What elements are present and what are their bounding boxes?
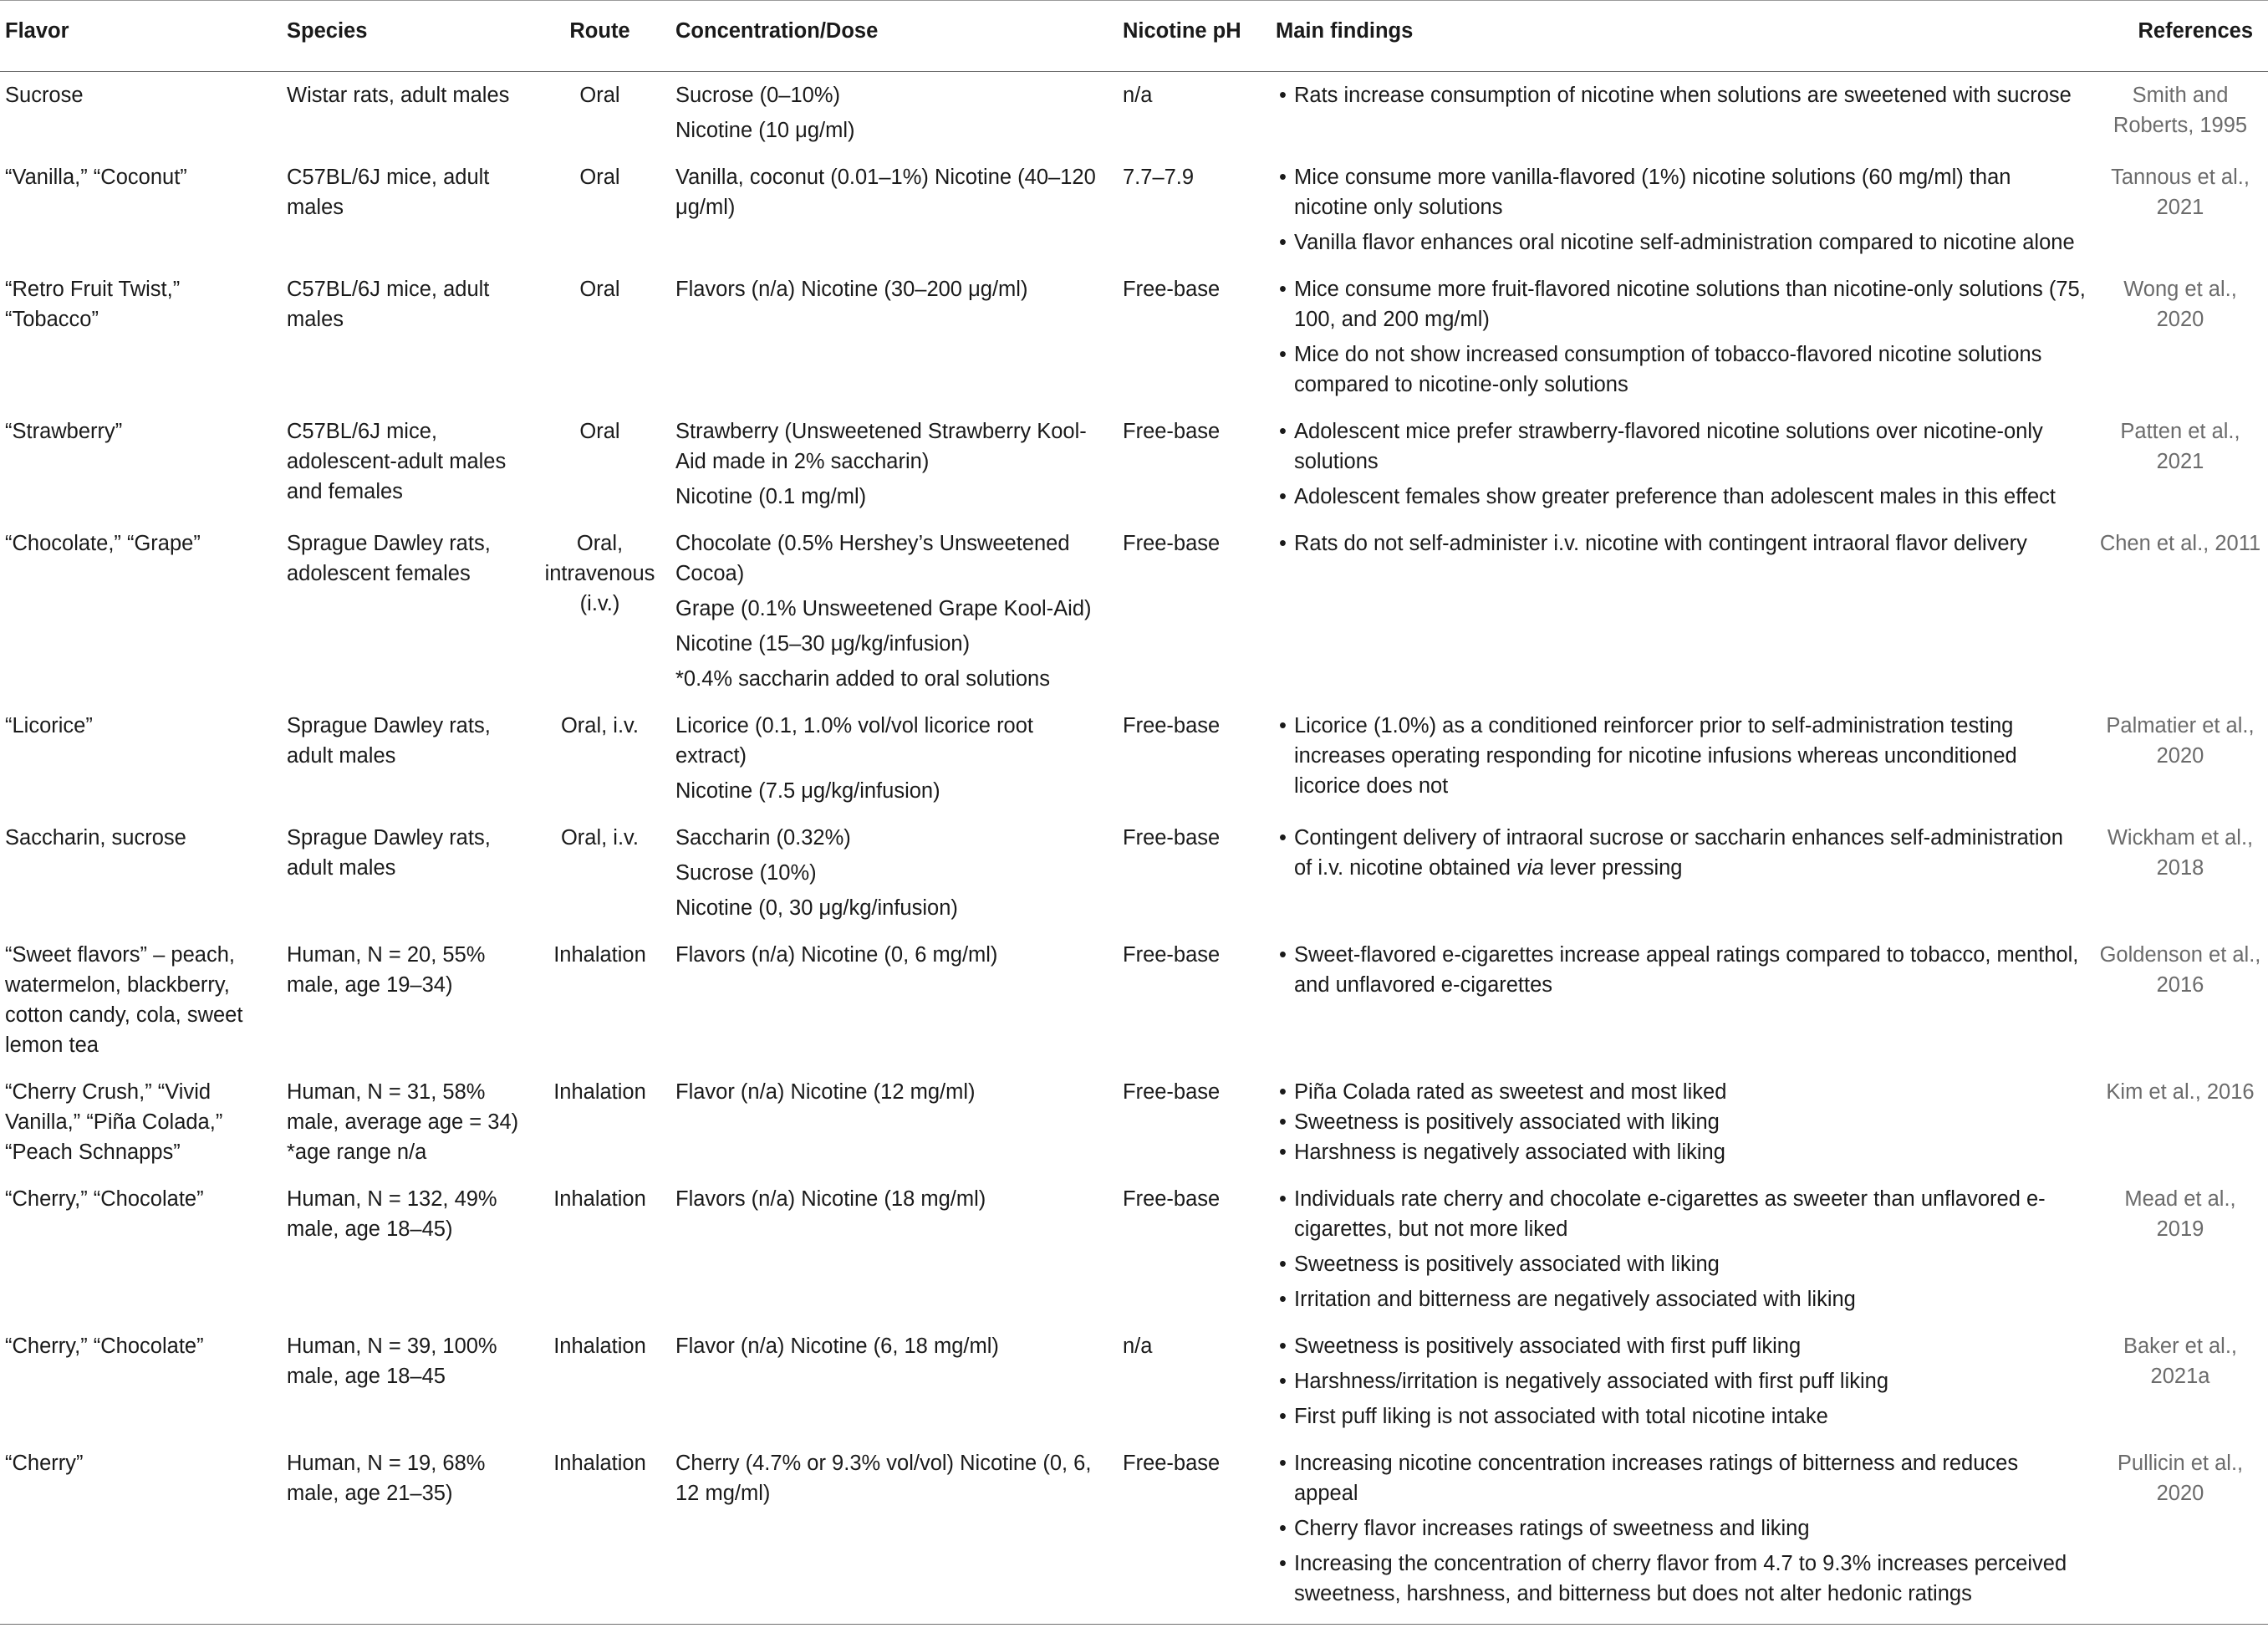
cell-findings [1271, 931, 2094, 1069]
cell-reference: Palmatier et al., 2020 [2106, 714, 2255, 768]
cell-findings [1271, 1069, 2094, 1176]
cell-route: Inhalation [553, 1080, 646, 1104]
concentration-item: Sucrose (0–10%) [675, 84, 841, 107]
cell-flavor: “Chocolate,” “Grape” [5, 532, 201, 555]
cell-concentration [670, 1323, 1118, 1440]
cell-route: Oral [579, 166, 620, 189]
concentration-item: Licorice (0.1, 1.0% vol/vol licorice root extract) [675, 714, 1034, 768]
cell-reference: Wong et al., 2020 [2123, 278, 2237, 331]
cell-species: Sprague Dawley rats, adult males [287, 826, 491, 880]
cell-flavor: Sucrose [5, 84, 84, 107]
cell-flavor: “Sweet flavors” – peach, watermelon, blackberry, cotton candy, cola, sweet lemon tea [5, 943, 243, 1057]
finding-item: • Licorice (1.0%) as a conditioned reinforcer prior to self-administration testing increases operating responding for nicotine infusions whereas unconditioned licorice does not [1276, 711, 2086, 801]
cell-findings [1271, 520, 2094, 702]
table-row [0, 72, 2268, 155]
cell-route: Inhalation [553, 1334, 646, 1358]
finding-item: • Irritation and bitterness are negatively associated with liking [1276, 1284, 2086, 1314]
finding-item: • Increasing the concentration of cherry flavor from 4.7 to 9.3% increases perceived sweetness, harshness, and bitterness but does not alter hedonic ratings [1276, 1549, 2086, 1609]
cell-concentration [670, 72, 1118, 155]
table-row [0, 1069, 2268, 1176]
cell-concentration [670, 154, 1118, 266]
table-row [0, 814, 2268, 931]
cell-nicotine-ph: n/a [1123, 1334, 1153, 1358]
finding-item: • Individuals rate cherry and chocolate e-cigarettes as sweeter than unflavored e-cigarettes, but not more liked [1276, 1184, 2086, 1244]
cell-reference: Pullicin et al., 2020 [2094, 1440, 2268, 1625]
cell-reference: Wickham et al., 2018 [2107, 826, 2254, 880]
finding-text: lever pressing [1543, 856, 1683, 880]
cell-reference: Mead et al., 2019 [2124, 1187, 2236, 1241]
finding-item: • Mice consume more vanilla-flavored (1%) nicotine solutions (60 mg/ml) than nicotine only solutions [1276, 162, 2086, 222]
cell-route: Oral, i.v. [560, 826, 640, 850]
cell-nicotine-ph: Free-base [1123, 943, 1221, 967]
table-row [0, 1440, 2268, 1625]
cell-route: Oral, intravenous (i.v.) [544, 532, 655, 615]
cell-route: Oral [579, 84, 620, 107]
cell-flavor: “Cherry Crush,” “Vivid Vanilla,” “Piña Colada,” “Peach Schnapps” [5, 1080, 223, 1164]
header-main-findings: Main findings [1271, 1, 2094, 72]
cell-flavor: “Licorice” [5, 714, 93, 737]
concentration-item: Strawberry (Unsweetened Strawberry Kool-Aid made in 2% saccharin) [675, 420, 1087, 473]
cell-findings [1271, 814, 2094, 931]
cell-flavor: “Cherry,” “Chocolate” [5, 1187, 204, 1211]
finding-item: • Cherry flavor increases ratings of sweetness and liking [1276, 1513, 2086, 1544]
table-row [0, 520, 2268, 702]
concentration-item: Grape (0.1% Unsweetened Grape Kool-Aid) [675, 597, 1092, 620]
cell-concentration [670, 814, 1118, 931]
cell-species: Wistar rats, adult males [287, 84, 510, 107]
cell-reference: Tannous et al., 2021 [2111, 166, 2250, 219]
cell-species: C57BL/6J mice, adult males [287, 278, 490, 331]
cell-route: Oral, i.v. [560, 714, 640, 737]
cell-flavor: “Retro Fruit Twist,” “Tobacco” [5, 278, 181, 331]
cell-concentration [670, 1440, 1118, 1625]
cell-concentration [670, 266, 1118, 408]
concentration-item: Flavors (n/a) Nicotine (30–200 μg/ml) [675, 278, 1028, 301]
cell-flavor: “Cherry,” “Chocolate” [5, 1334, 204, 1358]
finding-item: • Sweetness is positively associated with liking [1276, 1249, 2086, 1279]
cell-reference: Smith and Roberts, 1995 [2113, 84, 2248, 137]
table-row [0, 931, 2268, 1069]
cell-findings [1271, 154, 2094, 266]
cell-reference: Chen et al., 2011 [2099, 532, 2261, 555]
header-concentration: Concentration/Dose [670, 1, 1118, 72]
finding-item: • First puff liking is not associated with total nicotine intake [1276, 1401, 2086, 1431]
cell-reference: Kim et al., 2016 [2106, 1080, 2255, 1104]
cell-flavor: “Cherry” [0, 1440, 282, 1625]
cell-nicotine-ph: 7.7–7.9 [1123, 166, 1195, 189]
cell-reference: Patten et al., 2021 [2120, 420, 2240, 473]
finding-item: • Sweetness is positively associated with first puff liking [1276, 1331, 2086, 1361]
species-note: *age range n/a [287, 1141, 427, 1164]
finding-item [1276, 823, 2086, 883]
header-references: References [2094, 1, 2268, 72]
finding-item: • Mice consume more fruit-flavored nicotine solutions than nicotine-only solutions (75, 100, and 200 mg/ml) [1276, 274, 2086, 334]
table-row [0, 266, 2268, 408]
cell-species: Human, N = 132, 49% male, age 18–45) [287, 1187, 497, 1241]
cell-route: Inhalation [533, 1440, 670, 1625]
finding-item: • Sweet-flavored e-cigarettes increase appeal ratings compared to tobacco, menthol, and unflavored e-cigarettes [1276, 940, 2086, 1000]
cell-species: Sprague Dawley rats, adolescent females [287, 532, 491, 585]
finding-item: • Vanilla flavor enhances oral nicotine self-administration compared to nicotine alone [1276, 227, 2086, 258]
finding-item: • Sweetness is positively associated with liking [1276, 1107, 2086, 1137]
species-text: Human, N = 31, 58% male, average age = 34) [287, 1080, 519, 1134]
cell-reference: Goldenson et al., 2016 [2099, 943, 2261, 997]
finding-item: • Rats do not self-administer i.v. nicotine with contingent intraoral flavor delivery [1276, 528, 2086, 559]
concentration-item: Nicotine (0.1 mg/ml) [675, 485, 867, 508]
concentration-item: Vanilla, coconut (0.01–1%) Nicotine (40–120 μg/ml) [675, 166, 1096, 219]
cell-nicotine-ph: Free-base [1123, 278, 1221, 301]
cell-concentration [670, 408, 1118, 520]
header-row [0, 1, 2268, 72]
cell-concentration [670, 931, 1118, 1069]
cell-nicotine-ph: Free-base [1123, 826, 1221, 850]
concentration-item: Flavors (n/a) Nicotine (18 mg/ml) [675, 1187, 986, 1211]
cell-species: Human, N = 39, 100% male, age 18–45 [287, 1334, 497, 1388]
cell-species: C57BL/6J mice, adolescent-adult males and females [287, 420, 507, 503]
concentration-item: Nicotine (15–30 μg/kg/infusion) [675, 632, 971, 656]
table-row [0, 408, 2268, 520]
cell-findings [1271, 408, 2094, 520]
finding-text: Contingent delivery of intraoral sucrose or saccharin enhances self-administration of i.v. nicotine obtained [1294, 826, 2063, 880]
cell-findings [1271, 1440, 2094, 1625]
cell-species [282, 1069, 533, 1176]
cell-route: Oral [579, 278, 620, 301]
cell-species: Sprague Dawley rats, adult males [287, 714, 491, 768]
finding-item: • Harshness/irritation is negatively associated with first puff liking [1276, 1366, 2086, 1396]
cell-nicotine-ph: Free-base [1123, 1187, 1221, 1211]
header-species: Species [282, 1, 533, 72]
table-row [0, 1323, 2268, 1440]
cell-nicotine-ph: Free-base [1118, 1440, 1271, 1625]
cell-route: Inhalation [553, 1187, 646, 1211]
header-route: Route [533, 1, 670, 72]
cell-nicotine-ph: Free-base [1123, 714, 1221, 737]
finding-italic: via [1516, 856, 1544, 880]
cell-species: Human, N = 19, 68% male, age 21–35) [282, 1440, 533, 1625]
finding-item: • Increasing nicotine concentration increases ratings of bitterness and reduces appeal [1276, 1448, 2086, 1508]
finding-item: • Adolescent females show greater preference than adolescent males in this effect [1276, 482, 2086, 512]
finding-item: • Adolescent mice prefer strawberry-flavored nicotine solutions over nicotine-only solutions [1276, 416, 2086, 477]
cell-reference: Baker et al., 2021a [2123, 1334, 2238, 1388]
concentration-item: Saccharin (0.32%) [675, 826, 851, 850]
cell-species: C57BL/6J mice, adult males [287, 166, 490, 219]
cell-findings [1271, 1323, 2094, 1440]
concentration-note: *0.4% saccharin added to oral solutions [675, 667, 1050, 691]
concentration-item: Chocolate (0.5% Hershey’s Unsweetened Cocoa) [675, 532, 1070, 585]
cell-species: Human, N = 20, 55% male, age 19–34) [287, 943, 486, 997]
table-row [0, 154, 2268, 266]
cell-flavor: “Strawberry” [5, 420, 123, 443]
finding-item: • Rats increase consumption of nicotine when solutions are sweetened with sucrose [1276, 80, 2086, 110]
cell-concentration [670, 1069, 1118, 1176]
cell-nicotine-ph: n/a [1123, 84, 1153, 107]
concentration-item: Sucrose (10%) [675, 861, 817, 885]
cell-findings [1271, 72, 2094, 155]
cell-findings [1271, 702, 2094, 814]
cell-nicotine-ph: Free-base [1123, 1080, 1221, 1104]
table-row [0, 1176, 2268, 1323]
cell-nicotine-ph: Free-base [1123, 532, 1221, 555]
concentration-item: Flavor (n/a) Nicotine (6, 18 mg/ml) [675, 1334, 999, 1358]
concentration-item: Nicotine (10 μg/ml) [675, 119, 855, 142]
cell-nicotine-ph: Free-base [1123, 420, 1221, 443]
concentration-item: Cherry (4.7% or 9.3% vol/vol) Nicotine (0, 6, 12 mg/ml) [675, 1452, 1092, 1505]
header-nicotine-ph: Nicotine pH [1118, 1, 1271, 72]
concentration-item: Flavor (n/a) Nicotine (12 mg/ml) [675, 1080, 976, 1104]
concentration-item: Nicotine (7.5 μg/kg/infusion) [675, 779, 940, 803]
concentration-item: Flavors (n/a) Nicotine (0, 6 mg/ml) [675, 943, 998, 967]
cell-findings [1271, 1176, 2094, 1323]
concentration-item: Nicotine (0, 30 μg/kg/infusion) [675, 896, 958, 920]
finding-item: • Harshness is negatively associated with liking [1276, 1137, 2086, 1167]
cell-findings [1271, 266, 2094, 408]
cell-concentration [670, 520, 1118, 702]
finding-item: • Mice do not show increased consumption of tobacco-flavored nicotine solutions compared to nicotine-only solutions [1276, 339, 2086, 400]
cell-flavor: Saccharin, sucrose [5, 826, 186, 850]
cell-route: Inhalation [553, 943, 646, 967]
cell-flavor: “Vanilla,” “Coconut” [5, 166, 187, 189]
table-row [0, 702, 2268, 814]
cell-concentration [670, 702, 1118, 814]
cell-concentration [670, 1176, 1118, 1323]
finding-item: • Piña Colada rated as sweetest and most liked [1276, 1077, 2086, 1107]
header-flavor: Flavor [0, 1, 282, 72]
cell-route: Oral [579, 420, 620, 443]
